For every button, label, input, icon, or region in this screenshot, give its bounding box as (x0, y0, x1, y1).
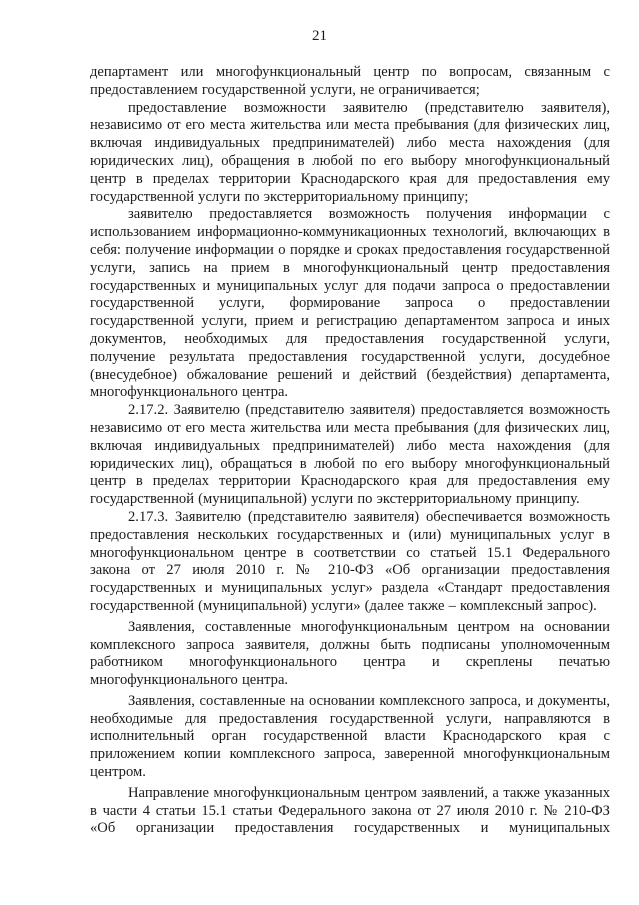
paragraph: 2.17.2. Заявителю (представителю заявителя) предоставляется возможность независимо от его места жительства или места пребывания (для физических лиц, включая индивидуальных предпринимателей) либо места нахождения (для юридических лиц), обращаться в любой по его выбору многофункциональный центр в пределах территории Краснодарского края для предоставления ему государственной (муниципальной) услуги по экстерриториальному принципу. (90, 402, 610, 508)
paragraph: 2.17.3. Заявителю (представителю заявителя) обеспечивается возможность предоставления нескольких государственных и (или) муниципальных услуг в многофункциональном центре в соответствии со статьей 15.1 Федерального закона от 27 июля 2010 г. № 210-ФЗ «Об организации предоставления государственных и муниципальных услуг» раздела «Стандарт предоставления государственной (муниципальной) услуги» (далее также – комплексный запрос). (90, 508, 610, 614)
paragraph: Заявления, составленные на основании комплексного запроса, и документы, необходимые для предоставления государственной услуги, направляются в исполнительный орган государственной власти Краснодарского края с приложением копии комплексного запроса, заверенной многофункциональным центром. (90, 692, 610, 781)
paragraph: заявителю предоставляется возможность получения информации с использованием информационно-коммуникационных технологий, включающих в себя: получение информации о порядке и сроках предоставления государственной услуги, запись на прием в многофункциональный центр предоставления государственных и муниципальных услуг для подачи запроса о предоставлении государственной услуги, формирование запроса о предоставлении государственной услуги, прием и регистрацию департаментом запроса и иных документов, необходимых для предоставления государственной услуги, получение результата предоставления государственной услуги, досудебное (внесудебное) обжалование решений и действий (бездействия) департамента, многофункционального центра. (90, 206, 610, 401)
paragraph: Заявления, составленные многофункциональным центром на основании комплексного запроса заявителя, должны быть подписаны уполномоченным работником многофункционального центра и скреплены печатью многофункционального центра. (90, 618, 610, 689)
paragraph: департамент или многофункциональный центр по вопросам, связанным с предоставлением государственной услуги, не ограничивается; (90, 64, 610, 98)
page-number: 21 (312, 28, 327, 44)
body-text (90, 64, 610, 837)
paragraph: Направление многофункциональным центром заявлений, а также указанных в части 4 статьи 15.1 статьи Федерального закона от 27 июля 2010 г. № 210-ФЗ «Об организации предоставления государственных и муниципальных (90, 784, 610, 837)
paragraph: предоставление возможности заявителю (представителю заявителя), независимо от его места жительства или места пребывания (для физических лиц, включая индивидуальных предпринимателей) либо места нахождения (для юридических лиц), обращения в любой по его выбору многофункциональный центр в пределах территории Краснодарского края для предоставления ему государственной услуги по экстерриториальному принципу; (90, 99, 610, 205)
